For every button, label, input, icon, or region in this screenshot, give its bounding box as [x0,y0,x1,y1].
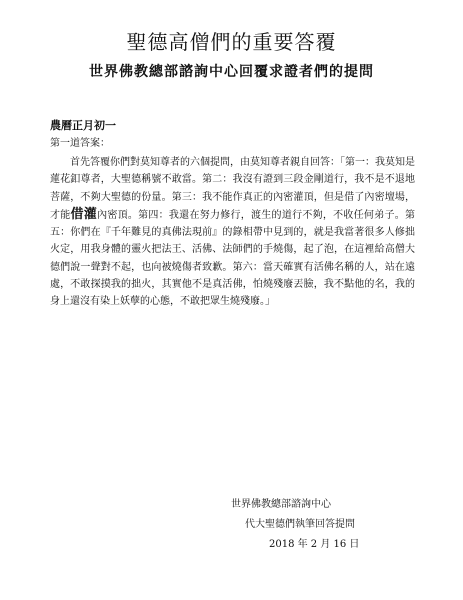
document-title: 聖德高僧們的重要答覆 [126,30,337,54]
answer-body-part2: 內密頂。第四：我還在努力修行，渡生的道行不夠，不收任何弟子。第五：你們在『千年難見的真佛法現前』的錄相帶中見到的，就是我當著很多人修拙火定，用我身體的靈火把法王、活佛、法師們的手燒傷，起了泡，在這裡給高僧大德們說一聲對不起，也向被燒傷者致歉。第六：當天確實有活佛名稱的人，站在遠處，不敢探摸我的拙火，其實他不是真活佛，怕燒殘廢丟臉，我不點他的名，我的身上還沒有染上妖孽的心態，不敢把眾生燒殘廢。」 [50,209,415,308]
signature-organization: 世界佛教總部諮詢中心 [231,499,331,510]
signature-date: 2018 年 2 月 16 日 [269,539,360,550]
answer-body-highlight: 借灌 [70,206,98,222]
date-label: 農曆正月初一 [50,119,116,132]
signature-author: 代大聖德們執筆回答提問 [245,519,355,530]
answer-body [50,154,415,311]
answer-body-part1: 首先答覆你們對莫知尊者的六個提問，由莫知尊者親自回答：「第一：我莫知是蓮花釦尊者，大聖德稱號不敢當。第二：我沒有證到三段金剛道行，我不是不退地菩薩，不夠大聖德的份量。第三：我不能作真正的內密灌頂，但是借了內密壇場，才能 [50,157,415,221]
question-label: 第一道答案： [50,138,110,149]
document-subtitle: 世界佛教總部諮詢中心回覆求證者們的提問 [89,64,374,80]
